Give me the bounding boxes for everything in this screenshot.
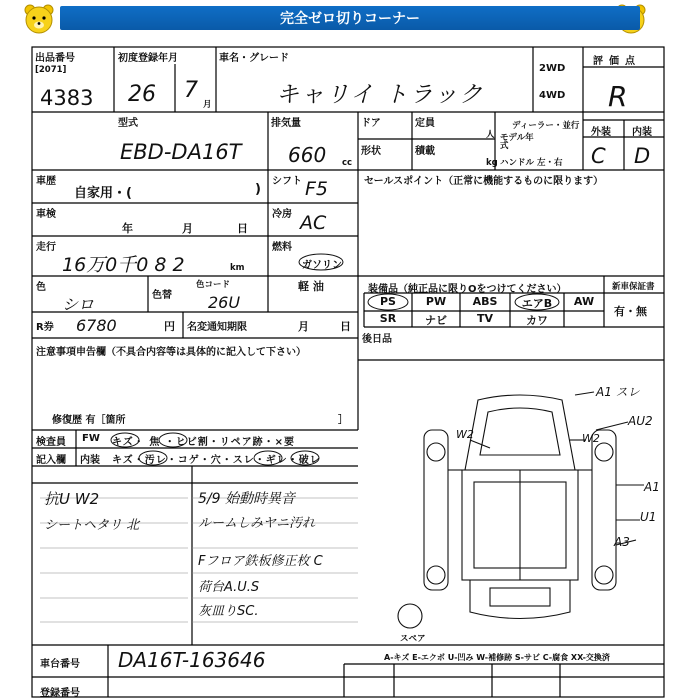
model-label: 車名・グレード	[219, 53, 289, 64]
2wd-label: 2WD	[539, 63, 566, 74]
shift-value: F5	[305, 178, 329, 200]
mileage-label: 走行	[36, 242, 56, 253]
mark-w2-right: W2	[582, 432, 600, 445]
interior-label: 内装	[632, 127, 652, 138]
damage-legend: A-キズ E-エクボ U-凹み W-補修跡 S-サビ C-腐食 XX-交換済	[384, 653, 610, 662]
equipment-pw: PW	[425, 295, 447, 308]
entry-label: 記入欄	[36, 455, 66, 466]
ac-value: AC	[300, 212, 327, 234]
fuel-label: 燃料	[272, 242, 292, 253]
color-code-label: 色コード	[196, 280, 231, 290]
color-code-value: 26U	[208, 293, 241, 312]
fw-label: FW	[82, 433, 100, 444]
color-label: 色	[36, 282, 46, 293]
recycle-label: R券	[36, 322, 54, 333]
mark-u1: U1	[640, 510, 657, 524]
score-value: R	[608, 80, 628, 113]
registration-month-unit: 月	[203, 100, 212, 110]
registration-year: 26	[128, 82, 156, 107]
exterior-grade: C	[591, 144, 606, 168]
exterior-label: 外装	[591, 127, 611, 138]
mark-w2-left: W2	[456, 428, 474, 441]
displacement-value: 660	[288, 143, 327, 167]
4wd-label: 4WD	[539, 90, 566, 101]
equipment-leather: カワ	[526, 314, 548, 327]
fuel-gasoline: ガソリン	[302, 260, 342, 271]
usage-label: 車歴	[36, 176, 56, 187]
ac-label: 冷房	[272, 209, 292, 220]
type-label: 型式	[118, 118, 138, 129]
chassis-number: DA16T-163646	[118, 648, 266, 672]
color-change-label: 色替	[152, 290, 172, 301]
spare-label: スペア	[400, 634, 426, 644]
warranty-label: 新車保証書	[612, 282, 655, 292]
mark-au2: AU2	[628, 414, 653, 428]
door-label: ドア	[361, 118, 381, 129]
note-left-1: 抗U W2	[44, 490, 100, 508]
inspection-label: 車検	[36, 209, 56, 220]
note-left-2: シートヘタリ 北	[44, 518, 140, 533]
equipment-tv: TV	[476, 312, 494, 325]
inspector-label: 検査員	[36, 437, 66, 448]
capacity-label: 定員	[415, 118, 435, 129]
equipment-navi: ナビ	[425, 314, 447, 327]
model-year-label: モデル年式	[500, 133, 534, 151]
usage-close: )	[255, 182, 261, 197]
exhibit-no-label: 出品番号	[35, 53, 75, 64]
note-right-5: 灰皿りSC.	[198, 604, 259, 619]
interior-short-label: 内装	[80, 455, 100, 466]
fuel-diesel: 軽 油	[298, 280, 324, 293]
inspection-day-unit: 日	[237, 222, 248, 235]
km-unit: km	[230, 263, 245, 273]
note-right-1: 5/9 始動時異音	[198, 491, 295, 507]
handle-label: ハンドル 左・右	[500, 158, 563, 168]
inspection-year-unit: 年	[122, 222, 133, 235]
person-unit: 人	[486, 130, 495, 140]
name-change-label: 名変通知期限	[187, 322, 247, 333]
kg-unit: kg	[486, 158, 498, 168]
cc-unit: cc	[342, 158, 353, 168]
notes-label: 注意事項申告欄（不具合内容等は具体的に記入して下さい）	[36, 347, 306, 358]
note-right-2: ルームしみヤニ汚れ	[198, 516, 316, 531]
recycle-value: 6780	[76, 316, 117, 335]
note-right-3: Fフロア鉄板修正枚 C	[198, 554, 323, 569]
first-registration-label: 初度登録年月	[118, 53, 178, 64]
dealer-label: ディーラー・並行	[512, 121, 580, 131]
exhibit-number: 4383	[40, 86, 94, 110]
yen-unit: 円	[164, 320, 175, 333]
mileage-value: 16万0千0 8 2	[62, 254, 185, 276]
interior-grade: D	[634, 144, 651, 168]
warranty-value: 有・無	[614, 305, 647, 318]
rear-items-label: 後日品	[362, 334, 392, 345]
equipment-label: 装備品（純正品に限りOをつけてください）	[368, 284, 567, 295]
registration-month: 7	[184, 78, 198, 103]
shift-label: シフト	[272, 176, 302, 187]
note-right-4: 荷台A.U.S	[198, 580, 260, 595]
inspection-month-unit: 月	[182, 222, 193, 235]
equipment-sr: SR	[379, 312, 397, 325]
model-name: キャリイ トラック	[276, 82, 485, 108]
exhibit-code: [2071]	[35, 65, 67, 75]
mark-a1: A1	[644, 480, 660, 494]
color-value: シロ	[62, 295, 95, 314]
repair-history-close: ］	[338, 415, 348, 426]
inspection-items: キズ・ 焦 ・ヒビ割・リペア跡・×要	[112, 437, 295, 448]
equipment-aw: AW	[573, 295, 595, 308]
mark-a1-sure: A1 スレ	[596, 385, 640, 399]
name-change-month-unit: 月	[298, 320, 309, 333]
type-value: EBD-DA16T	[120, 140, 242, 164]
name-change-day-unit: 日	[340, 320, 351, 333]
page-title: 完全ゼロ切りコーナー	[60, 6, 640, 30]
displacement-label: 排気量	[271, 118, 301, 129]
usage-value: 自家用・(	[74, 186, 132, 201]
entry-items: キズ・汚レ・コゲ・穴・スレ・ギレ・破レ	[112, 455, 321, 466]
equipment-ps: PS	[380, 295, 396, 308]
load-label: 積載	[415, 146, 435, 157]
score-label: 評価点	[593, 56, 641, 67]
registration-number-label: 登録番号	[40, 688, 80, 699]
chassis-label: 車台番号	[40, 659, 80, 670]
sales-point-label: セールスポイント（正常に機能するものに限ります）	[364, 176, 604, 187]
shape-label: 形状	[361, 146, 381, 157]
equipment-abs: ABS	[472, 295, 498, 308]
equipment-airbag: エアB	[521, 297, 553, 310]
repair-history-label: 修復歴 有［箇所	[52, 415, 126, 426]
mark-a3: A3	[614, 535, 630, 549]
